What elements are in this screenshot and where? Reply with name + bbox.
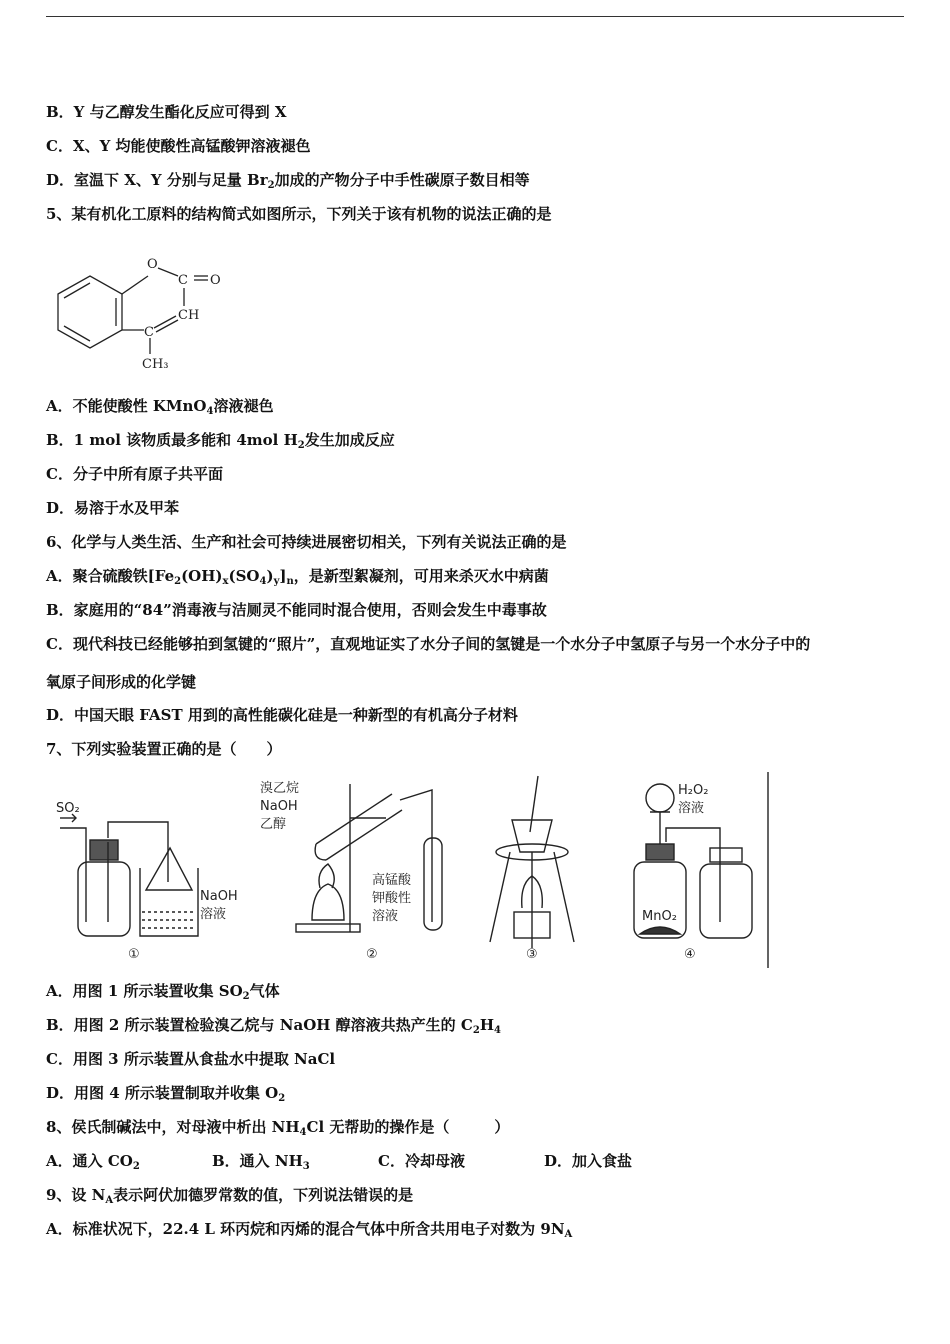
carbonyl-oxygen-label: O <box>210 273 221 288</box>
q6-option-c-line2: 氧原子间形成的化学键 <box>46 673 197 691</box>
fig2-number: ② <box>366 947 378 962</box>
q5-stem: 5、某有机化工原料的结构简式如图所示，下列关于该有机物的说法正确的是 <box>46 205 552 223</box>
ring-oxygen-label: O <box>147 257 158 272</box>
fig4-top-label-1: H₂O₂ <box>678 783 709 798</box>
coumarin-structure-figure <box>46 246 246 376</box>
q5-option-a: A．不能使酸性 KMnO$_4$溶液褪色 <box>46 397 274 417</box>
q9-stem: 9、设 $N_A$表示阿伏加德罗常数的值，下列说法错误的是 <box>46 1186 414 1206</box>
fig3-number: ③ <box>526 947 538 962</box>
q7-option-c: C．用图 3 所示装置从食盐水中提取 NaCl <box>46 1050 336 1068</box>
q8-option-d: D．加入食盐 <box>544 1152 633 1170</box>
q5-option-b: B．1 mol 该物质最多能和 4mol $H_2$发生加成反应 <box>46 431 395 451</box>
q4-option-b: B．Y 与乙醇发生酯化反应可得到 X <box>46 103 287 121</box>
q9-option-a: A．标准状况下，22.4 L 环丙烷和丙烯的混合气体中所含共用电子对数为 $9N_A$ <box>46 1220 573 1240</box>
q8-option-c: C．冷却母液 <box>378 1152 465 1170</box>
q5-option-d: D．易溶于水及甲苯 <box>46 499 180 517</box>
q5-option-c: C．分子中所有原子共平面 <box>46 465 223 483</box>
fig2-left-label-1: 溴乙烷 <box>260 781 300 796</box>
q8-option-a: A．通入 $CO_2$ <box>46 1152 140 1172</box>
carbonyl-carbon-label: C <box>178 273 188 288</box>
q7-option-b: B．用图 2 所示装置检验溴乙烷与 NaOH 醇溶液共热产生的 $C_2H_4$ <box>46 1016 501 1036</box>
q4-option-d: D．室温下 X、Y 分别与足量 $Br_2$加成的产物分子中手性碳原子数目相等 <box>46 171 530 191</box>
fig4-number: ④ <box>684 947 696 962</box>
fig4-solid-label: MnO₂ <box>642 909 677 924</box>
fig1-reagent-label-2: 溶液 <box>200 907 227 922</box>
ch-group-label: CH <box>178 308 200 323</box>
q8-option-b: B．通入 $NH_3$ <box>212 1152 310 1172</box>
fig1-gas-label: SO₂ <box>56 801 80 816</box>
fig2-right-label-3: 溶液 <box>372 909 399 924</box>
header-rule <box>46 16 904 17</box>
fig4-top-label-2: 溶液 <box>678 801 705 816</box>
fig2-left-label-3: 乙醇 <box>260 817 287 832</box>
q8-stem: 8、侯氏制碱法中，对母液中析出 $NH_4Cl$ 无帮助的操作是（ ） <box>46 1118 510 1138</box>
q7-stem: 7、下列实验装置正确的是（ ） <box>46 740 282 758</box>
fig2-right-label-1: 高锰酸 <box>372 873 412 888</box>
q6-stem: 6、化学与人类生活、生产和社会可持续进展密切相关，下列有关说法正确的是 <box>46 533 567 551</box>
q6-option-d: D．中国天眼 FAST 用到的高性能碳化硅是一种新型的有机高分子材料 <box>46 706 518 724</box>
fig2-left-label-2: NaOH <box>260 799 298 814</box>
q6-option-a: A．聚合硫酸铁$[Fe_2(OH)_x(SO_4)_y]_n$，是新型絮凝剂，可用来杀灭水中病菌 <box>46 567 549 587</box>
fig2-right-label-2: 钾酸性 <box>372 891 412 906</box>
q6-option-b: B．家庭用的“84”消毒液与洁厕灵不能同时混合使用，否则会发生中毒事故 <box>46 601 547 619</box>
methyl-carbon-label: C <box>144 325 154 340</box>
q7-option-d: D．用图 4 所示装置制取并收集 $O_2$ <box>46 1084 286 1104</box>
q6-option-c-line1: C．现代科技已经能够拍到氢键的“照片”，直观地证实了水分子间的氢键是一个水分子中氢原子与另一个水分子中的 <box>46 635 811 653</box>
q7-option-a: A．用图 1 所示装置收集 $SO_2$气体 <box>46 982 280 1002</box>
fig1-reagent-label-1: NaOH <box>200 889 238 904</box>
q4-option-c: C．X、Y 均能使酸性高锰酸钾溶液褪色 <box>46 137 311 155</box>
lab-apparatus-figure <box>50 772 770 968</box>
methyl-group-label: CH₃ <box>142 357 169 372</box>
q8-options-row <box>46 1151 632 1171</box>
fig1-number: ① <box>128 947 140 962</box>
